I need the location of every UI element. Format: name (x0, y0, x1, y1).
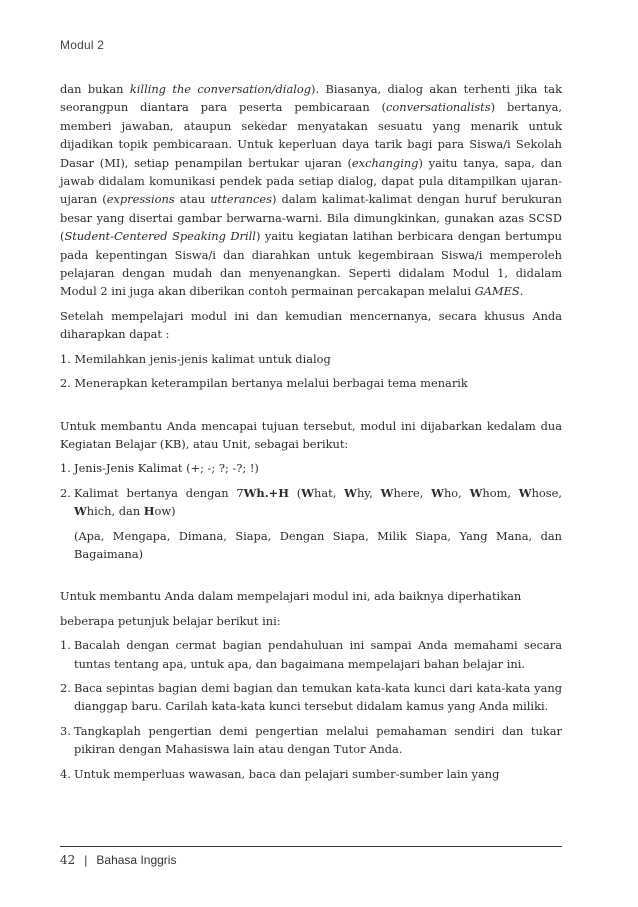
instructions-lead: Untuk membantu Anda dalam mempelajari modul ini, ada baiknya diperhatikan (60, 589, 522, 604)
goals-lead: Setelah mempelajari modul ini dan kemudian mencernanya, secara khusus Anda diharapkan dapat : (60, 308, 562, 342)
instruction-item (60, 765, 562, 783)
footer-separator: | (84, 853, 88, 867)
instruction-item (60, 636, 562, 673)
instruction-number: 1. (60, 638, 71, 653)
instruction-number: 4. (60, 766, 71, 781)
unit-item (60, 459, 562, 477)
instruction-item (60, 722, 562, 759)
unit-text: Kalimat bertanya dengan 7Wh.+H (What, Why, Where, Who, Whom, Whose, Which, dan How) (74, 485, 562, 519)
instructions-lead: beberapa petunjuk belajar berikut ini: (60, 613, 281, 628)
structure-lead: Untuk membantu Anda mencapai tujuan tersebut, modul ini dijabarkan kedalam dua Kegiatan Belajar (KB), atau Unit, sebagai berikut: (60, 418, 562, 451)
intro-italic: expressions (106, 192, 175, 207)
page-footer (60, 853, 176, 867)
intro-text: . (519, 284, 524, 299)
goal-item: 2. Menerapkan keterampilan bertanya melalui berbagai tema menarik (60, 376, 468, 391)
intro-text: ) yaitu tanya, sapa, dan jawab didalam komunikasi pendek pada setiap dialog, dapat pula ditampilkan ujaran-ujaran ( (60, 155, 562, 207)
intro-italic: Student-Centered Speaking Drill (64, 229, 256, 244)
unit-subtext: (Apa, Mengapa, Dimana, Siapa, Dengan Siapa, Milik Siapa, Yang Mana, dan Bagaimana) (74, 528, 562, 561)
footer-divider (60, 846, 562, 847)
intro-text: ) bertanya, memberi jawaban, ataupun sekedar menyatakan sesuatu yang menarik untuk dijadikan topik pembicaraan. Untuk keperluan daya tarik bagi para Siswa/i Sekolah Dasar (MI), setiap penampilan bertukar ujaran ( (60, 100, 562, 170)
intro-italic: conversationalists (386, 100, 491, 115)
intro-text: ) yaitu kegiatan latihan berbicara dengan bertumpu pada kepentingan Siswa/i dan diarahkan untuk kegembiraan Siswa/i memperoleh pelajaran dengan mudah dan menyenangkan. Seperti didalam Modul 1, didalam Modul 2 ini juga akan diberikan contoh permainan percakapan melalui (60, 229, 562, 299)
intro-paragraph (60, 80, 562, 301)
unit-number: 1. (60, 461, 71, 476)
intro-italic: killing the conversation/dialog (129, 82, 312, 96)
intro-text: ) dalam kalimat-kalimat dengan huruf berukuran besar yang disertai gambar berwarna-warni. Bila dimungkinkan, gunakan azas SCSD ( (60, 192, 562, 244)
intro-text: atau (174, 192, 211, 207)
instruction-text: Bacalah dengan cermat bagian pendahuluan ini sampai Anda memahami secara tuntas tentang apa, untuk apa, dan bagaimana mempelajari bahan belajar ini. (74, 638, 562, 671)
intro-italic: GAMES (474, 284, 520, 299)
unit-item (60, 484, 562, 521)
page-body (60, 80, 562, 789)
intro-text: ). Biasanya, dialog akan terhenti jika tak seorangpun diantara para peserta pembicaraan ( (60, 82, 562, 115)
page-number: 42 (60, 853, 76, 867)
intro-text: dan bukan (60, 82, 130, 96)
goal-item: 1. Memilahkan jenis-jenis kalimat untuk dialog (60, 351, 331, 366)
unit-number: 2. (60, 485, 71, 500)
instruction-number: 3. (60, 723, 71, 738)
intro-italic: exchanging (351, 155, 419, 170)
instruction-text: Untuk memperluas wawasan, baca dan pelajari sumber-sumber lain yang (74, 766, 500, 781)
intro-italic: utterances (210, 192, 272, 207)
instruction-text: Baca sepintas bagian demi bagian dan temukan kata-kata kunci dari kata-kata yang dianggap baru. Carilah kata-kata kunci tersebut didalam kamus yang Anda miliki. (74, 680, 562, 714)
unit-text: Jenis-Jenis Kalimat (+; -; ?; -?; !) (74, 461, 259, 476)
instruction-number: 2. (60, 680, 71, 695)
instruction-item (60, 679, 562, 716)
subject-title: Bahasa Inggris (96, 853, 177, 867)
instruction-text: Tangkaplah pengertian demi pengertian melalui pemahaman sendiri dan tukar pikiran dengan Mahasiswa lain atau dengan Tutor Anda. (74, 723, 562, 757)
running-header: Modul 2 (60, 38, 105, 52)
